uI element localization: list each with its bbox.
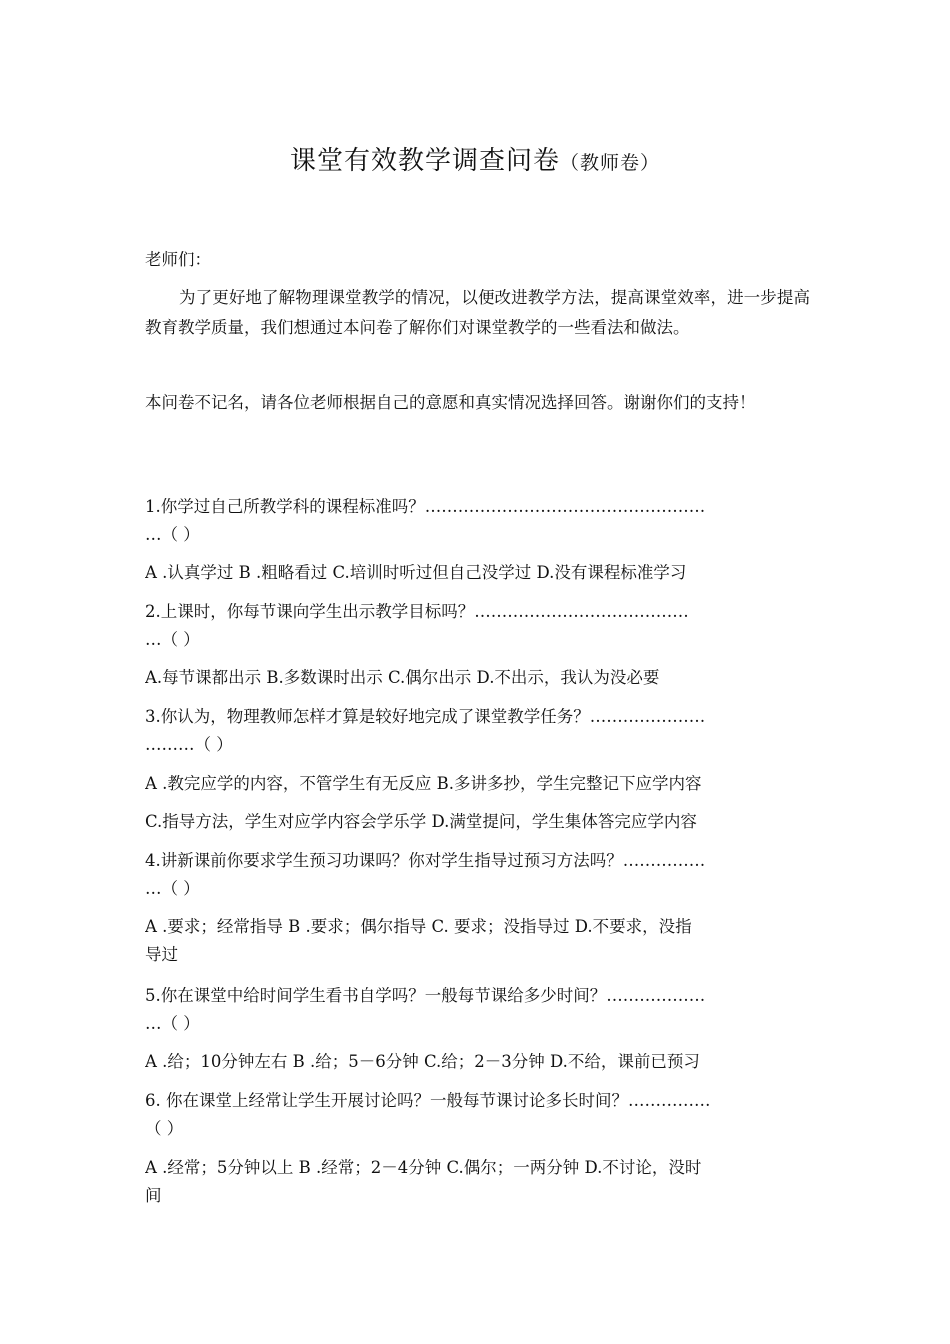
question-6-options-cont: 间 [145, 1186, 162, 1205]
question-4-options-cont: 导过 [145, 945, 178, 964]
intro-paragraph: 为了更好地了解物理课堂教学的情况，以便改进教学方法，提高课堂效率，进一步提高教育教学质量，我们想通过本问卷了解你们对课堂教学的一些看法和做法。 [145, 288, 810, 337]
question-1-options: A .认真学过 B .粗略看过 C.培训时听过但自己没学过 D.没有课程标准学习 [145, 563, 687, 582]
question-3-options-b: C.指导方法，学生对应学内容会学乐学 D.满堂提问，学生集体答完应学内容 [145, 812, 697, 831]
question-4-options: A .要求；经常指导 B .要求；偶尔指导 C. 要求；没指导过 D.不要求，没指 [145, 917, 692, 936]
question-2-blank: …（ ） [145, 630, 200, 649]
question-2: 2.上课时，你每节课向学生出示教学目标吗？………………………………… [145, 602, 689, 621]
question-1: 1.你学过自己所教学科的课程标准吗？…………………………………………… [145, 497, 706, 516]
question-4: 4.讲新课前你要求学生预习功课吗？你对学生指导过预习方法吗？…………… [145, 851, 706, 870]
question-6-blank: （ ） [145, 1119, 184, 1138]
title-suffix: （教师卷） [560, 152, 661, 174]
question-4-blank: …（ ） [145, 879, 200, 898]
title-main: 课堂有效教学调查问卷 [289, 146, 560, 176]
page-title [0, 140, 950, 177]
note-paragraph: 本问卷不记名，请各位老师根据自己的意愿和真实情况选择回答。谢谢你们的支持！ [145, 393, 756, 412]
question-6: 6. 你在课堂上经常让学生开展讨论吗？一般每节课讨论多长时间？…………… [145, 1091, 711, 1110]
question-6-options: A .经常；5分钟以上 B .经常；2－4分钟 C.偶尔；一两分钟 D.不讨论，没时 [145, 1158, 702, 1177]
greeting: 老师们： [145, 250, 211, 269]
question-1-blank: …（ ） [145, 525, 200, 544]
question-3-options-a: A .教完应学的内容，不管学生有无反应 B.多讲多抄，学生完整记下应学内容 [145, 774, 702, 793]
question-5-blank: …（ ） [145, 1014, 200, 1033]
question-3: 3.你认为，物理教师怎样才算是较好地完成了课堂教学任务？………………… [145, 707, 706, 726]
question-5-options: A .给；10分钟左右 B .给；5－6分钟 C.给；2－3分钟 D.不给，课前已预习 [145, 1052, 700, 1071]
question-5: 5.你在课堂中给时间学生看书自学吗？一般每节课给多少时间？……………… [145, 986, 706, 1005]
question-2-options: A.每节课都出示 B.多数课时出示 C.偶尔出示 D.不出示，我认为没必要 [145, 668, 660, 687]
question-3-blank: ………（ ） [145, 735, 233, 754]
